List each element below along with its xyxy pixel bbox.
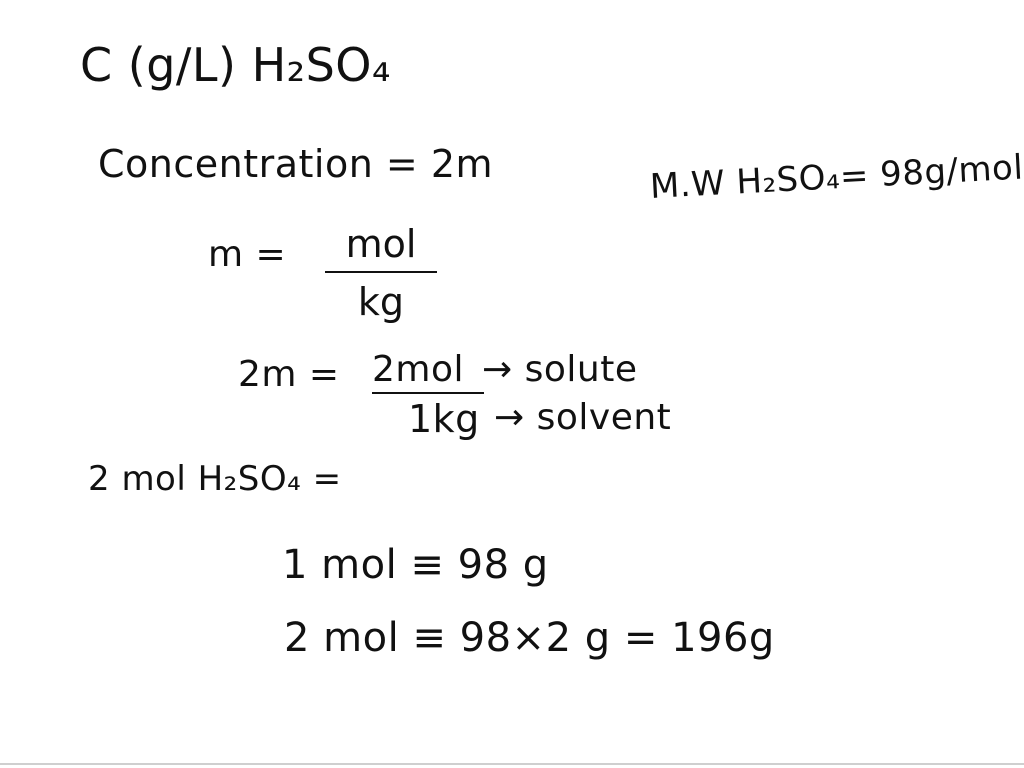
molality-fraction [325,222,437,324]
two-molal-numerator: 2mol [372,349,464,390]
one-mol-equivalence: 1 mol ≡ 98 g [282,542,549,588]
molality-numerator: mol [345,222,417,266]
two-molal-lhs: 2m = [238,354,340,395]
concentration-line: Concentration = 2m [98,142,494,186]
solvent-note: → solvent [494,397,672,438]
molality-denominator: kg [357,280,405,324]
two-mol-statement: 2 mol H₂SO₄ = [88,459,342,499]
two-molal-denominator: 1kg [408,397,480,441]
solute-note: → solute [482,349,638,390]
molecular-weight-note: M.W H₂SO₄= 98g/mol [648,147,1024,207]
two-mol-equivalence: 2 mol ≡ 98×2 g = 196g [284,615,775,661]
molality-lhs: m = [208,234,287,275]
two-molal-fraction-bar [372,392,484,394]
fraction-bar [325,271,437,273]
bottom-divider [0,763,1024,765]
title-line: C (g/L) H₂SO₄ [80,38,391,92]
